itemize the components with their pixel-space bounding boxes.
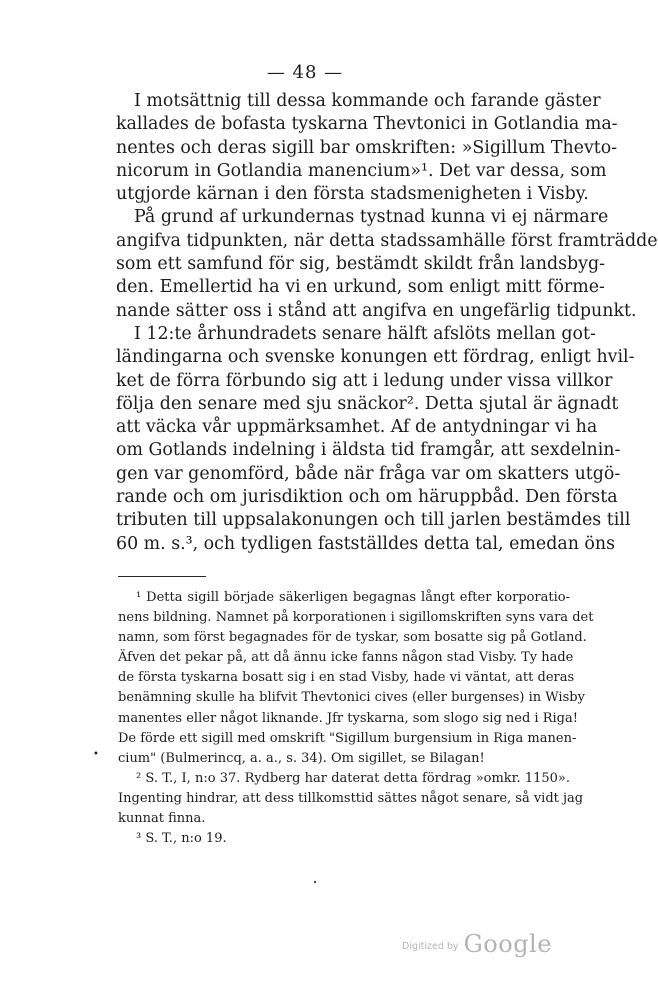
body-text <box>116 90 658 556</box>
footnote-line: De förde ett sigill med omskrift "Sigillum burgensium in Riga manen- <box>118 730 577 746</box>
text-line: att väcka vår uppmärksamhet. Af de antydningar vi ha <box>116 417 598 438</box>
watermark-prefix: Digitized by <box>402 941 459 952</box>
text-line: den. Emellertid ha vi en urkund, som enligt mitt förme- <box>116 277 605 298</box>
footnote-line: de första tyskarna bosatt sig i en stad Visby, hade vi väntat, att deras <box>118 670 575 686</box>
footnotes <box>118 588 594 849</box>
footnote-line: kunnat finna. <box>118 811 206 827</box>
text-line: kallades de bofasta tyskarna Thevtonici in Gotlandia ma- <box>116 114 618 135</box>
text-line: angifva tidpunkten, när detta stadssamhälle först framträdde <box>116 230 658 251</box>
text-line: I motsättnig till dessa kommande och farande gäster <box>134 91 601 111</box>
text-line: rande och om jurisdiktion och om häruppbåd. Den första <box>116 487 618 508</box>
stray-mark: • <box>313 879 318 887</box>
footnote-line: namn, som först begagnades för de tyskar, som bosatte sig på Gotland. <box>118 630 587 646</box>
text-line: nentes och deras sigill bar omskriften: »Sigillum Thevto- <box>116 137 618 158</box>
footnote-line: nens bildning. Namnet på korporationen i sigillomskriften syns vara det <box>118 610 594 626</box>
digitized-watermark <box>402 930 552 958</box>
footnote-line: ¹ Detta sigill började säkerligen begagnas långt efter korporatio- <box>136 590 570 605</box>
text-line: om Gotlands indelning i äldsta tid framgår, att sexdelnin- <box>116 440 621 461</box>
text-line: I 12:te århundradets senare hälft afslöts mellan got- <box>134 323 596 344</box>
text-line: utgjorde kärnan i den första stadsmenigheten i Visby. <box>116 184 589 205</box>
text-line: följa den senare med sju snäckor². Detta sjutal är ägnadt <box>116 393 619 414</box>
footnote-line: ³ S. T., n:o 19. <box>136 831 227 847</box>
footnote-divider <box>118 576 206 577</box>
footnote-line: Äfven det pekar på, att då ännu icke fanns någon stad Visby. Ty hade <box>118 650 574 666</box>
footnote-line: cium" (Bulmerincq, a. a., s. 34). Om sigillet, se Bilagan! <box>118 750 485 766</box>
footnote-line: Ingenting hindrar, att dess tillkomsttid sättes något senare, så vidt jag <box>118 790 584 806</box>
text-line: tributen till uppsalakonungen och till jarlen bestämdes till <box>116 510 631 531</box>
text-line: ket de förra förbundo sig att i ledung under vissa villkor <box>116 370 613 391</box>
footnote-line: benämning skulle ha blifvit Thevtonici cives (eller burgenses) in Wisby <box>118 690 585 706</box>
margin-mark: • <box>93 749 99 760</box>
footnote-line: ² S. T., I, n:o 37. Rydberg har daterat detta fördrag »omkr. 1150». <box>136 770 570 786</box>
page-number: — 48 — <box>266 62 344 83</box>
text-line: På grund af urkundernas tystnad kunna vi ej närmare <box>134 207 609 228</box>
text-line: 60 m. s.³, och tydligen fastställdes detta tal, emedan öns <box>116 533 616 554</box>
text-line: gen var genomförd, både när fråga var om skatters utgö- <box>116 463 621 484</box>
footnote-line: manentes eller något liknande. Jfr tyskarna, som slogo sig ned i Riga! <box>118 710 578 726</box>
text-line: nicorum in Gotlandia manencium»¹. Det var dessa, som <box>116 160 607 181</box>
text-line: nande sätter oss i stånd att angifva en ungefärlig tidpunkt. <box>116 300 637 321</box>
text-line: ländingarna och svenske konungen ett fördrag, enligt hvil- <box>116 347 635 368</box>
text-line: som ett samfund för sig, bestämdt skildt från landsbyg- <box>116 254 605 275</box>
google-logo: Google <box>463 930 552 958</box>
